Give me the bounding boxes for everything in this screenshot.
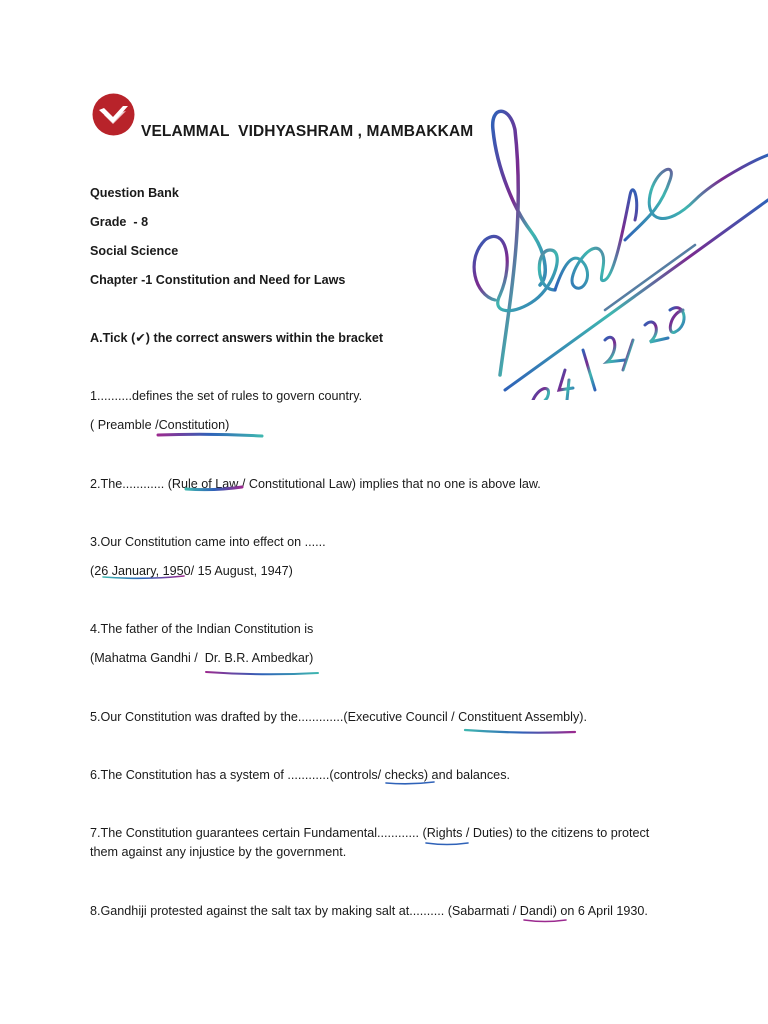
underline-q8 bbox=[524, 920, 566, 922]
underline-q5 bbox=[465, 730, 575, 733]
question-7-line-1: 7.The Constitution guarantees certain Fundamental............ (Rights / Duties) to the citizens to protect bbox=[90, 826, 650, 840]
question-1: 1..........defines the set of rules to govern country. bbox=[90, 389, 363, 403]
handwritten-signature-icon bbox=[455, 100, 768, 400]
question-4: 4.The father of the Indian Constitution is bbox=[90, 622, 314, 636]
question-5: 5.Our Constitution was drafted by the.............(Executive Council / Constituent Assembly). bbox=[90, 710, 587, 724]
chapter-title: Chapter -1 Constitution and Need for Laws bbox=[90, 273, 346, 287]
grade-label: Grade - 8 bbox=[90, 215, 149, 229]
question-4-options: (Mahatma Gandhi / Dr. B.R. Ambedkar) bbox=[90, 651, 314, 665]
question-3-options: (26 January, 1950/ 15 August, 1947) bbox=[90, 564, 293, 578]
velammal-logo-icon bbox=[92, 93, 135, 136]
subject-label: Social Science bbox=[90, 244, 179, 258]
section-a-heading: A.Tick (✔) the correct answers within the bracket bbox=[90, 331, 384, 345]
underline-q1 bbox=[158, 434, 262, 436]
question-1-options: ( Preamble /Constitution) bbox=[90, 418, 230, 432]
school-name: VELAMMAL VIDHYASHRAM , MAMBAKKAM bbox=[141, 123, 474, 140]
question-7-line-2: them against any injustice by the government. bbox=[90, 845, 347, 859]
question-8: 8.Gandhiji protested against the salt tax by making salt at.......... (Sabarmati / Dandi) on 6 April 1930. bbox=[90, 904, 648, 918]
question-2: 2.The............ (Rule of Law / Constitutional Law) implies that no one is above law. bbox=[90, 477, 541, 491]
doc-type-label: Question Bank bbox=[90, 186, 179, 200]
question-6: 6.The Constitution has a system of ............(controls/ checks) and balances. bbox=[90, 768, 510, 782]
question-3: 3.Our Constitution came into effect on ...... bbox=[90, 535, 326, 549]
underline-q4 bbox=[206, 672, 318, 674]
underline-q7 bbox=[426, 843, 468, 845]
